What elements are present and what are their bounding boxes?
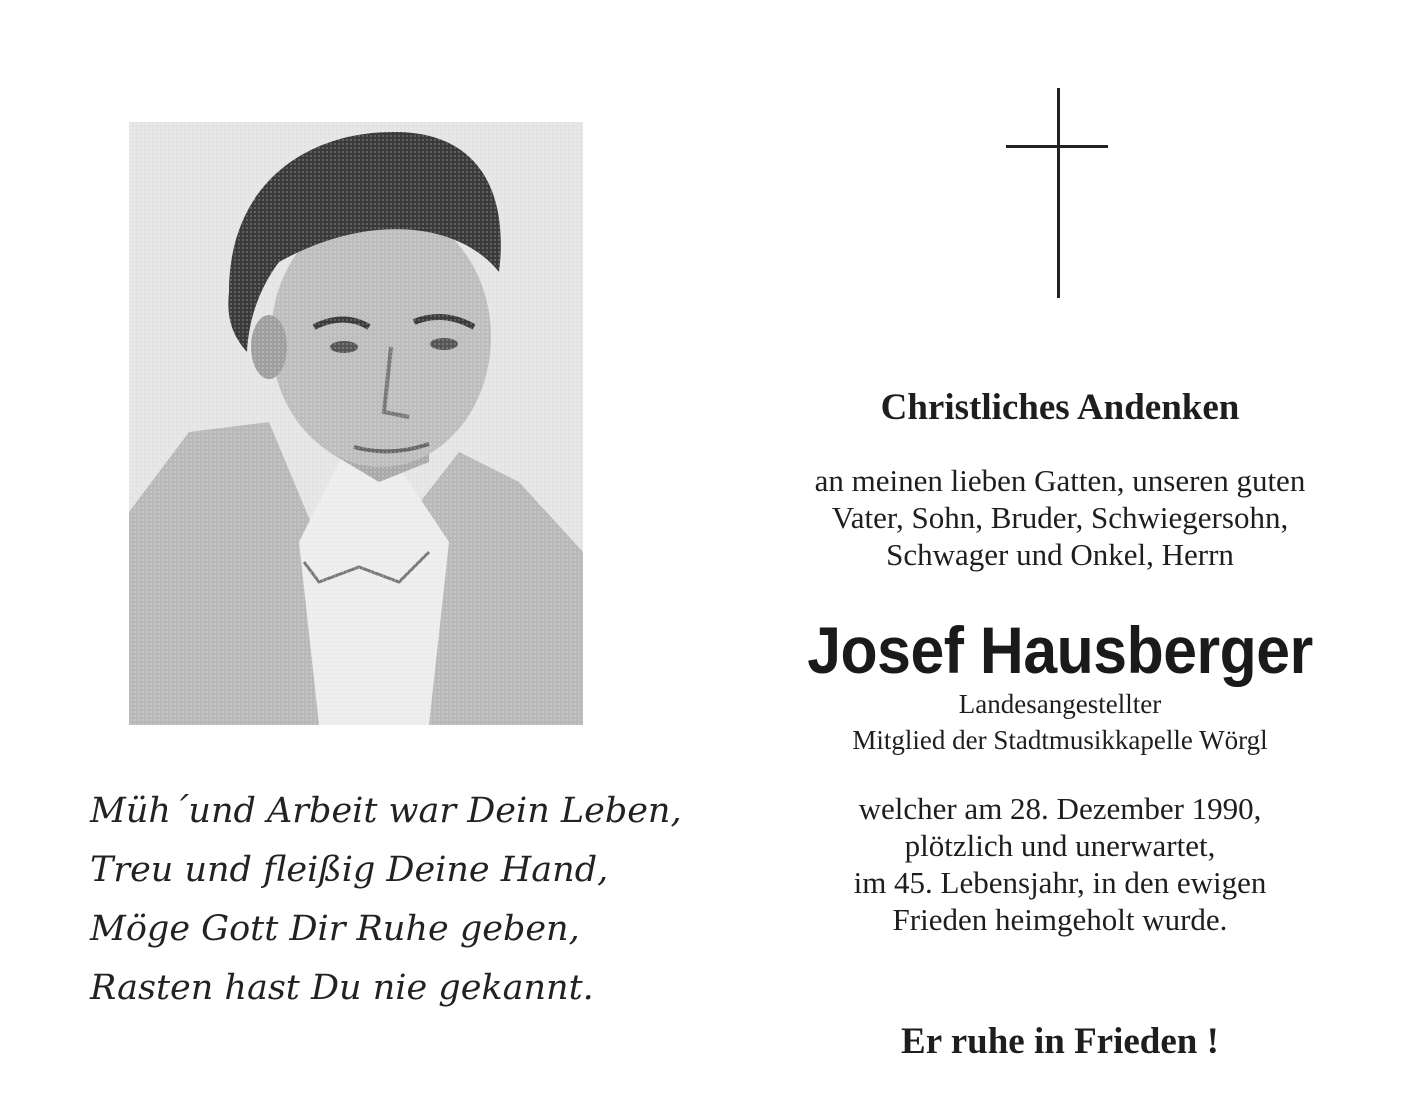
closing-line: Er ruhe in Frieden ! xyxy=(901,1021,1219,1062)
death-line: Frieden heimgeholt wurde. xyxy=(892,902,1228,937)
occupation-line: Mitglied der Stadtmusikkapelle Wörgl xyxy=(852,725,1268,755)
death-line: plötzlich und unerwartet, xyxy=(904,828,1216,863)
death-line: welcher am 28. Dezember 1990, xyxy=(858,791,1262,826)
poem-line: Müh´und Arbeit war Dein Leben, xyxy=(90,791,682,831)
intro-line: an meinen lieben Gatten, unseren guten xyxy=(814,463,1306,498)
deceased-name: Josef Hausberger xyxy=(807,613,1313,687)
portrait-image xyxy=(129,122,583,725)
notice-heading: Christliches Andenken xyxy=(880,387,1240,428)
notice-intro xyxy=(740,462,1380,573)
poem-line: Möge Gott Dir Ruhe geben, xyxy=(90,909,580,949)
cross-icon xyxy=(1057,88,1060,298)
intro-line: Vater, Sohn, Bruder, Schwiegersohn, xyxy=(831,500,1289,535)
intro-line: Schwager und Onkel, Herrn xyxy=(886,537,1234,572)
notice-death-details xyxy=(740,790,1380,938)
death-line: im 45. Lebensjahr, in den ewigen xyxy=(853,865,1267,900)
poem-line: Rasten hast Du nie gekannt. xyxy=(90,968,594,1008)
poem-line: Treu und fleißig Deine Hand, xyxy=(90,850,609,890)
occupation-line: Landesangestellter xyxy=(958,689,1162,719)
notice-occupation xyxy=(740,686,1380,758)
cross-icon-bar xyxy=(1006,145,1108,148)
portrait-photo xyxy=(129,122,583,725)
poem xyxy=(90,782,730,1018)
